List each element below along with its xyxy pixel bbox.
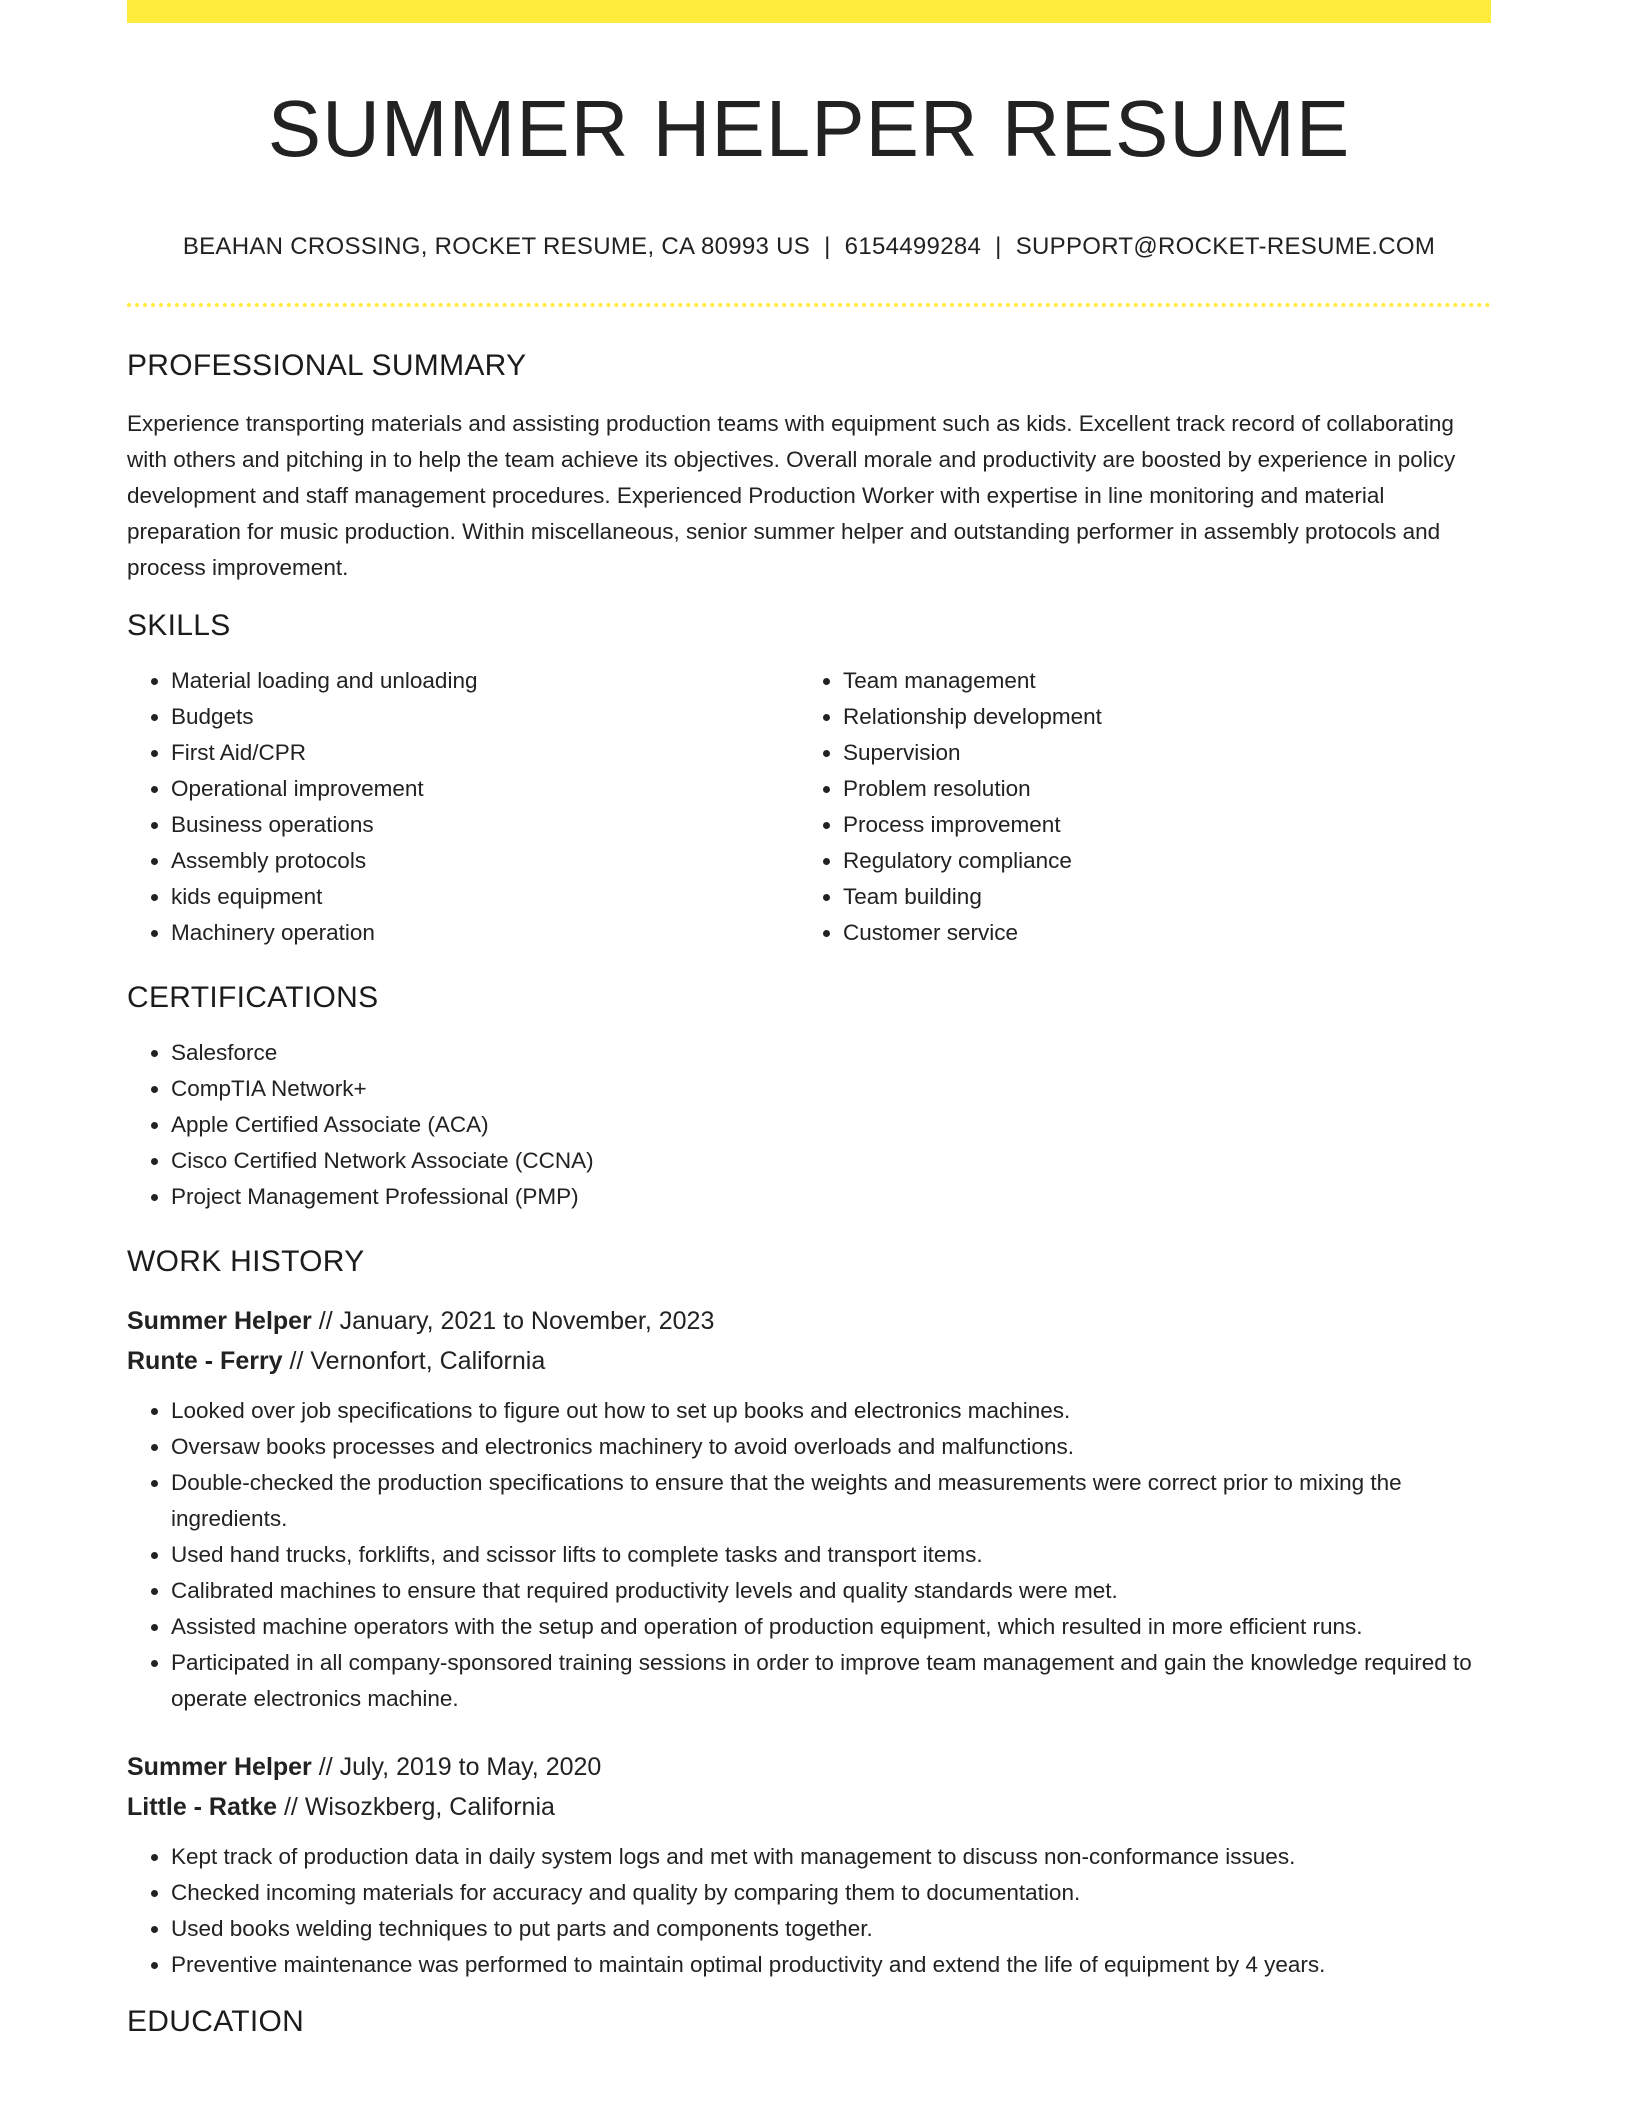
skills-list-right — [799, 663, 1471, 951]
certification-item: • Cisco Certified Network Associate (CCNA) — [171, 1143, 1491, 1179]
job-bullets — [127, 1839, 1491, 1983]
certification-item: • Salesforce — [171, 1035, 1491, 1071]
job-company: Runte - Ferry — [127, 1346, 283, 1375]
skill-item: • Machinery operation — [171, 915, 799, 951]
resume-page — [127, 0, 1491, 2039]
job-entry — [127, 1301, 1491, 1717]
job-bullet: • Used hand trucks, forklifts, and scissor lifts to complete tasks and transport items. — [171, 1537, 1491, 1573]
skill-item: • Material loading and unloading — [171, 663, 799, 699]
job-bullet: • Looked over job specifications to figure out how to set up books and electronics machines. — [171, 1393, 1491, 1429]
skill-item: • Regulatory compliance — [843, 843, 1471, 879]
job-location: // Wisozkberg, California — [277, 1792, 555, 1821]
skill-item: • Team building — [843, 879, 1471, 915]
job-bullets — [127, 1393, 1491, 1717]
summary-text: Experience transporting materials and assisting production teams with equipment such as kids. Excellent track record of collaborating with others and pitching in to help the team achieve its objectives. Overall morale and productivity are boosted by experience in policy development and staff management procedures. Experienced Production Worker with expertise in line monitoring and material preparation for music production. Within miscellaneous, senior summer helper and outstanding performer in assembly protocols and process improvement. — [127, 411, 1456, 580]
certification-item: • Apple Certified Associate (ACA) — [171, 1107, 1491, 1143]
job-dates: // January, 2021 to November, 2023 — [311, 1306, 715, 1335]
job-entry — [127, 1747, 1491, 1983]
certifications-list — [127, 1035, 1491, 1215]
skill-item: • Operational improvement — [171, 771, 799, 807]
certification-item: • CompTIA Network+ — [171, 1071, 1491, 1107]
job-bullet: • Checked incoming materials for accuracy and quality by comparing them to documentation. — [171, 1875, 1491, 1911]
job-company-line — [127, 1787, 1491, 1827]
job-role: Summer Helper — [127, 1306, 312, 1335]
section-title-skills: SKILLS — [127, 608, 231, 642]
job-role: Summer Helper — [127, 1752, 312, 1781]
job-bullet: • Preventive maintenance was performed to maintain optimal productivity and extend the life of equipment by 4 years. — [171, 1947, 1491, 1983]
skill-item: • Problem resolution — [843, 771, 1471, 807]
job-role-line — [127, 1301, 1491, 1341]
skill-item: • Process improvement — [843, 807, 1471, 843]
skill-item: • Supervision — [843, 735, 1471, 771]
skill-item: • Business operations — [171, 807, 799, 843]
section-title-summary: PROFESSIONAL SUMMARY — [127, 349, 527, 382]
top-accent-bar — [127, 0, 1491, 23]
skill-item: • Budgets — [171, 699, 799, 735]
job-bullet: • Used books welding techniques to put parts and components together. — [171, 1911, 1491, 1947]
contact-phone: 6154499284 — [844, 233, 982, 260]
skills-list-left — [127, 663, 799, 951]
contact-address: BEAHAN CROSSING, ROCKET RESUME, CA 80993 US — [182, 233, 811, 260]
job-bullet: • Oversaw books processes and electronics machinery to avoid overloads and malfunctions. — [171, 1429, 1491, 1465]
skills-columns — [127, 663, 1491, 951]
contact-line — [127, 233, 1491, 261]
job-company-line — [127, 1341, 1491, 1381]
contact-separator: | — [824, 233, 831, 260]
job-bullet: • Assisted machine operators with the setup and operation of production equipment, which resulted in more efficient runs. — [171, 1609, 1491, 1645]
job-dates: // July, 2019 to May, 2020 — [311, 1752, 602, 1781]
skill-item: • Relationship development — [843, 699, 1471, 735]
skill-item: • kids equipment — [171, 879, 799, 915]
certification-item: • Project Management Professional (PMP) — [171, 1179, 1491, 1215]
contact-separator: | — [995, 233, 1002, 260]
job-bullet: • Participated in all company-sponsored training sessions in order to improve team management and gain the knowledge required to operate electronics machine. — [171, 1645, 1491, 1717]
skill-item: • Assembly protocols — [171, 843, 799, 879]
contact-email: SUPPORT@ROCKET-RESUME.COM — [1015, 233, 1436, 260]
dotted-divider — [127, 303, 1491, 307]
job-role-line — [127, 1747, 1491, 1787]
job-bullet: • Double-checked the production specifications to ensure that the weights and measurements were correct prior to mixing the ingredients. — [171, 1465, 1491, 1537]
section-title-certifications: CERTIFICATIONS — [127, 980, 379, 1014]
section-title-education: EDUCATION — [127, 2004, 305, 2038]
section-title-work-history: WORK HISTORY — [127, 1244, 365, 1278]
resume-title: SUMMER HELPER RESUME — [267, 84, 1351, 173]
job-location: // Vernonfort, California — [282, 1346, 546, 1375]
job-bullet: • Kept track of production data in daily system logs and met with management to discuss non-conformance issues. — [171, 1839, 1491, 1875]
job-bullet: • Calibrated machines to ensure that required productivity levels and quality standards were met. — [171, 1573, 1491, 1609]
skill-item: • First Aid/CPR — [171, 735, 799, 771]
job-company: Little - Ratke — [127, 1792, 278, 1821]
skill-item: • Customer service — [843, 915, 1471, 951]
skill-item: • Team management — [843, 663, 1471, 699]
